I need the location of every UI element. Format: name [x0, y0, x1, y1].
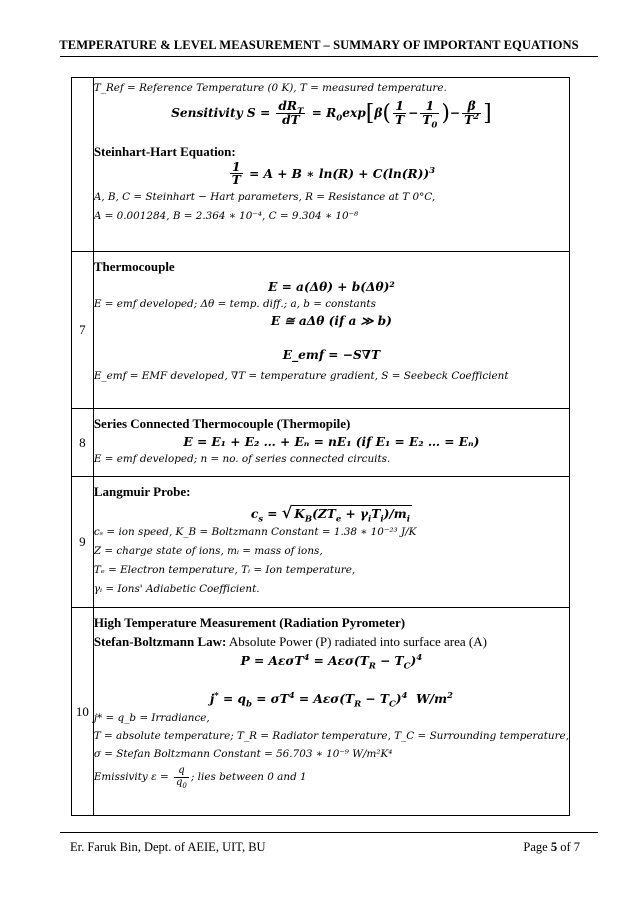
- langmuir-desc-2: Z = charge state of ions, mᵢ = mass of ions,: [93, 545, 323, 557]
- emissivity-line: Emissivity ε = $\frac{q}{q_0}$ ; lies between 0 and 1: [93, 765, 307, 790]
- steinhart-values: A = 0.001284, B = 2.364 ∗ 10⁻⁴, C = 9.304 ∗ 10⁻⁸: [93, 210, 359, 223]
- row-number: 9: [72, 477, 94, 608]
- row-content: [93, 78, 569, 252]
- row-number: 7: [72, 252, 94, 409]
- table-row: [72, 252, 570, 409]
- row-content: [93, 608, 569, 816]
- thermopile-title: Series Connected Thermocouple (Thermopile): [93, 416, 351, 431]
- langmuir-equation: $c_s$ = √ $K_B(ZT_e + \gamma_iT_i)/m_i$: [250, 503, 410, 525]
- seebeck-desc: E_emf = EMF developed, ∇T = temperature gradient, S = Seebeck Coefficient: [93, 370, 509, 382]
- steinhart-params: A, B, C = Steinhart − Hart parameters, R = Resistance at T 0°C,: [93, 191, 436, 204]
- row-number: [72, 78, 94, 252]
- thermocouple-title: Thermocouple: [93, 259, 175, 274]
- stefan-boltzmann-label: Stefan-Boltzmann Law:: [93, 634, 227, 649]
- power-equation: $P = A\varepsilon\sigma T^4 = A\varepsilon\sigma(T_R - T_C)^4$: [240, 652, 423, 672]
- row-number: 8: [72, 409, 94, 477]
- table-row: [72, 78, 570, 252]
- sensitivity-equation: Sensitivity S = $\frac{dR_T}{dT}$ = $R_0\exp[\beta$( $\frac{1}{T}$ − $\frac{1}{T_0}$ )− $\frac{\beta}{T^2}$ ]: [171, 99, 492, 131]
- langmuir-desc-1: cₛ = ion speed, K_B = Boltzmann Constant = 1.38 ∗ 10⁻²³ J/K: [93, 526, 417, 538]
- stefan-boltzmann-text: Absolute Power (P) radiated into surface area (A): [226, 634, 487, 649]
- footer-page: [523, 840, 580, 855]
- irradiance-equation: $j^* = q_b = \sigma T^4 = A\varepsilon\sigma(T_R - T_C)^4$ $W/m^2$: [209, 690, 453, 710]
- table-row: [72, 608, 570, 816]
- pyrometer-desc-2: T = absolute temperature; T_R = Radiator temperature, T_C = Surrounding temperature,: [93, 730, 569, 742]
- emissivity-suffix: ; lies between 0 and 1: [190, 771, 307, 783]
- equations-table: [71, 77, 570, 816]
- steinhart-equation: $\frac{1}{T}$ = A + B ∗ $\ln(R) + C(\ln(R))^3$: [231, 159, 436, 188]
- page-number: 5: [550, 840, 558, 854]
- ref-temp-text: T_Ref = Reference Temperature (0 K), T = measured temperature.: [93, 82, 447, 94]
- footer-author: Er. Faruk Bin, Dept. of AEIE, UIT, BU: [70, 840, 266, 854]
- seebeck-equation: E_emf = −S∇T: [282, 348, 381, 362]
- langmuir-desc-4: γᵢ = Ions' Adiabetic Coefficient.: [93, 583, 260, 595]
- footer-rule: [60, 832, 598, 833]
- row-content: [93, 252, 569, 409]
- pyrometer-desc-1: j* = q_b = Irradiance,: [93, 712, 210, 724]
- page-prefix: Page: [523, 840, 551, 854]
- thermopile-equation: E = E₁ + E₂ … + Eₙ = nE₁ (if E₁ = E₂ … = Eₙ): [183, 435, 480, 449]
- table-row: [72, 477, 570, 608]
- table-row: [72, 409, 570, 477]
- steinhart-title: Steinhart-Hart Equation:: [93, 143, 236, 159]
- thermocouple-approx: E ≅ aΔθ (if a ≫ b): [270, 314, 392, 328]
- sensitivity-label: Sensitivity S =: [171, 105, 275, 120]
- langmuir-title: Langmuir Probe:: [93, 484, 191, 499]
- thermopile-desc: E = emf developed; n = no. of series connected circuits.: [93, 453, 391, 465]
- langmuir-desc-3: Tₑ = Electron temperature, Tᵢ = Ion temperature,: [93, 564, 356, 576]
- pyrometer-title: High Temperature Measurement (Radiation Pyrometer): [93, 615, 406, 630]
- page-header: TEMPERATURE & LEVEL MEASUREMENT – SUMMARY OF IMPORTANT EQUATIONS: [59, 38, 579, 52]
- page-total: of 7: [557, 840, 580, 854]
- emissivity-prefix: Emissivity ε =: [93, 771, 172, 783]
- row-number: 10: [72, 608, 94, 816]
- thermocouple-desc: E = emf developed; Δθ = temp. diff.; a, b = constants: [93, 298, 376, 310]
- row-content: [93, 409, 569, 477]
- row-content: [93, 477, 569, 608]
- stefan-boltzmann-line: [94, 634, 569, 650]
- header-rule: [60, 56, 598, 57]
- pyrometer-desc-3: σ = Stefan Boltzmann Constant = 56.703 ∗ 10⁻⁹ W/m²K⁴: [93, 748, 393, 760]
- thermocouple-equation: E = a(Δθ) + b(Δθ)²: [268, 280, 395, 294]
